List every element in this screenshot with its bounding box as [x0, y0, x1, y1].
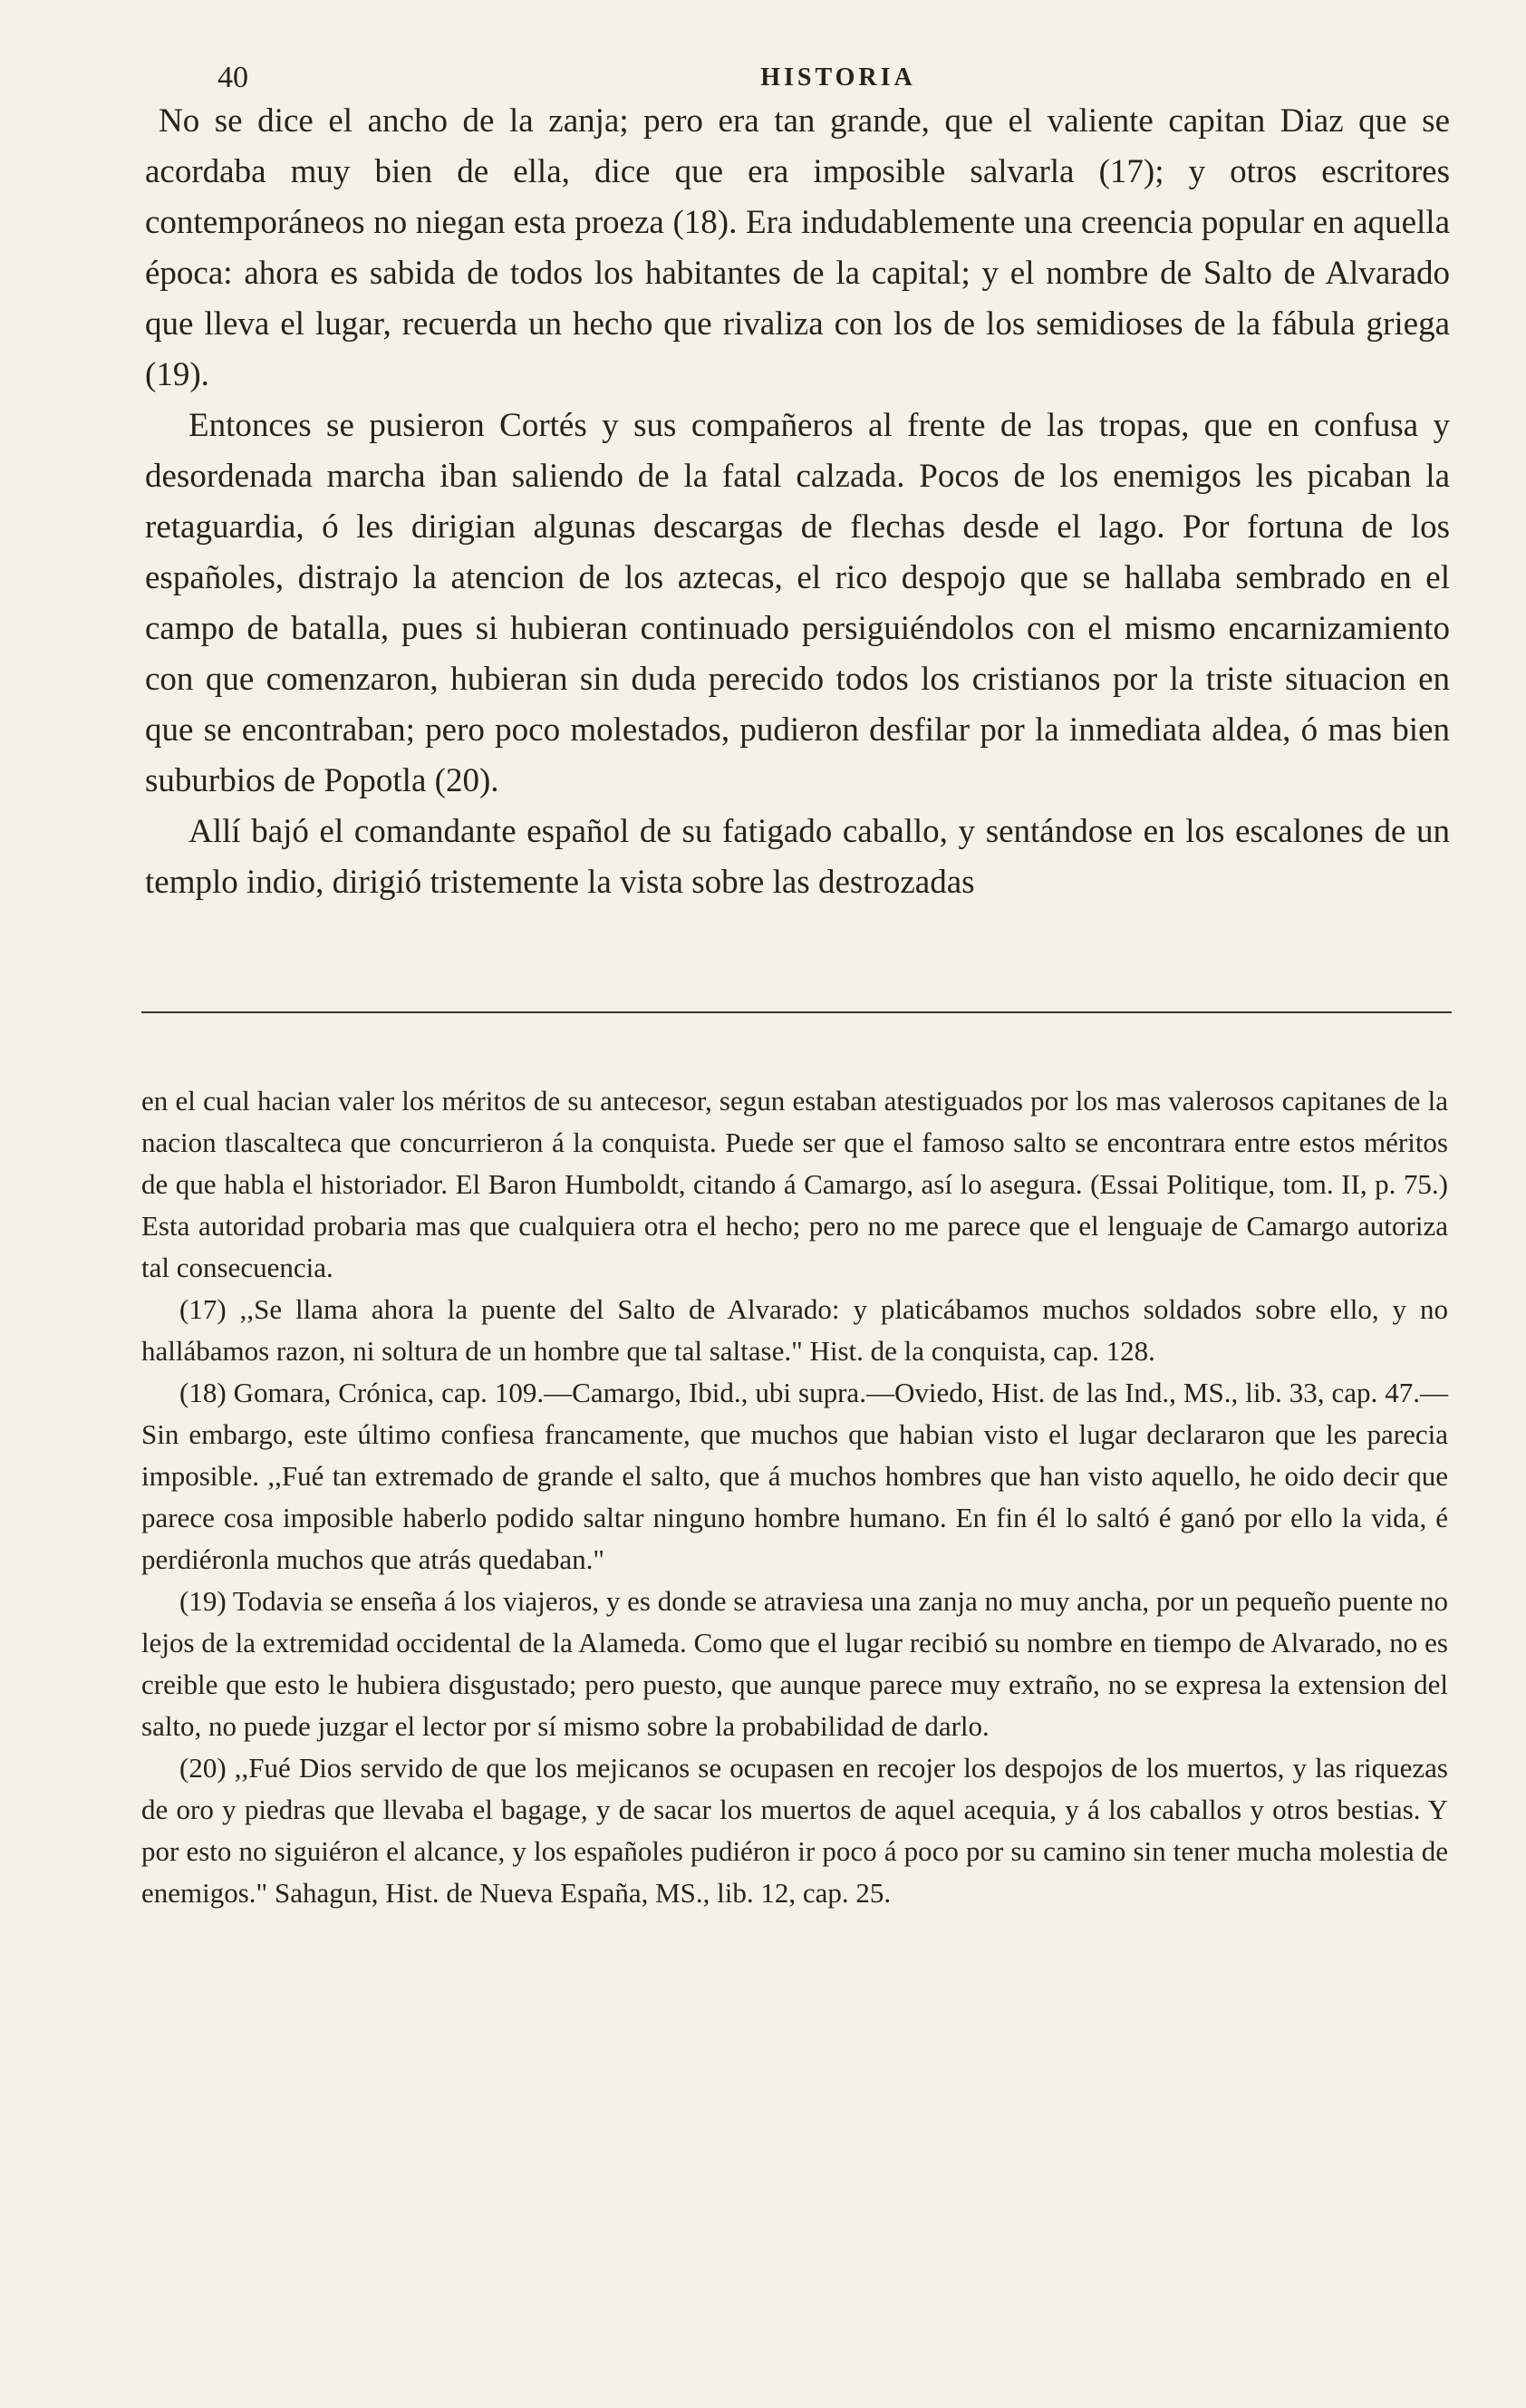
footnote-continuation: en el cual hacian valer los méritos de su antecesor, segun estaban atestiguados por los mas valerosos capitanes de la nacion tlascalteca que concurrieron á la conquista. Puede ser que el famoso salto se encontrara entre estos méritos de que habla el historiador. El Baron Humboldt, citando á Camargo, así lo asegura. (Essai Politique, tom. II, p. 75.) Esta autoridad probaria mas que cualquiera otra el hecho; pero no me parece que el lenguaje de Camargo autoriza tal consecuencia. — [141, 1085, 1448, 1283]
main-text — [145, 96, 1450, 908]
running-title: HISTORIA — [760, 63, 916, 92]
page-header — [217, 60, 1459, 96]
footnote-19: (19) Todavia se enseña á los viajeros, y es donde se atraviesa una zanja no muy ancha, por un pequeño puente no lejos de la extremidad occidental de la Alameda. Como que el lugar recibió su nombre en tiempo de Alvarado, no es creible que esto le hubiera disgustado; pero puesto, que aunque parece muy extraño, no se expresa la extension del salto, no puede juzgar el lector por sí mismo sobre la probabilidad de darlo. — [141, 1585, 1448, 1742]
footnote-20: (20) ,,Fué Dios servido de que los mejicanos se ocupasen en recojer los despojos de los muertos, y las riquezas de oro y piedras que llevaba el bagage, y de sacar los muertos de aquel acequia, y á los caballos y otros bestias. Y por esto no siguiéron el alcance, y los españoles pudiéron ir poco á poco por su camino sin tener mucha molestia de enemigos." Sahagun, Hist. de Nueva España, MS., lib. 12, cap. 25. — [141, 1752, 1448, 1909]
footnote-17: (17) ,,Se llama ahora la puente del Salto de Alvarado: y platicábamos muchos soldados sobre ello, y no hallábamos razon, ni soltura de un hombre que tal saltase." Hist. de la conquista, cap. 128. — [141, 1293, 1448, 1367]
main-paragraph: Allí bajó el comandante español de su fatigado caballo, y sentándose en los escalones de un templo indio, dirigió tristemente la vista sobre las destrozadas — [145, 813, 1450, 901]
page-number: 40 — [217, 61, 248, 94]
footnote-18: (18) Gomara, Crónica, cap. 109.—Camargo, Ibid., ubi supra.—Oviedo, Hist. de las Ind., MS., lib. 33, cap. 47.—Sin embargo, este último confiesa francamente, que muchos que habian visto el lugar declararon que les parecia imposible. ,,Fué tan extremado de grande el salto, que á muchos hombres que han visto aquello, he oido decir que parece cosa imposible haberlo podido saltar ninguno hombre humano. En fin él lo saltó é ganó por ello la vida, é perdiéronla muchos que atrás quedaban." — [141, 1377, 1448, 1575]
footnote-divider — [141, 1011, 1452, 1013]
footnotes — [141, 1080, 1448, 1914]
main-paragraph: Entonces se pusieron Cortés y sus compañeros al frente de las tropas, que en confusa y desordenada marcha iban saliendo de la fatal calzada. Pocos de los enemigos les picaban la retaguardia, ó les dirigian algunas descargas de flechas desde el lago. Por fortuna de los españoles, distrajo la atencion de los aztecas, el rico despojo que se hallaba sembrado en el campo de batalla, pues si hubieran continuado persiguiéndolos con el mismo encarnizamiento con que comenzaron, hubieran sin duda perecido todos los cristianos por la triste situacion en que se encontraban; pero poco molestados, pudieron desfilar por la inmediata aldea, ó mas bien suburbios de Popotla (20). — [145, 407, 1450, 799]
main-paragraph: No se dice el ancho de la zanja; pero era tan grande, que el valiente capitan Diaz que se acordaba muy bien de ella, dice que era imposible salvarla (17); y otros escritores contemporáneos no niegan esta proeza (18). Era indudablemente una creencia popular en aquella época: ahora es sabida de todos los habitantes de la capital; y el nombre de Salto de Alvarado que lleva el lugar, recuerda un hecho que rivaliza con los de los semidioses de la fábula griega (19). — [145, 102, 1450, 393]
